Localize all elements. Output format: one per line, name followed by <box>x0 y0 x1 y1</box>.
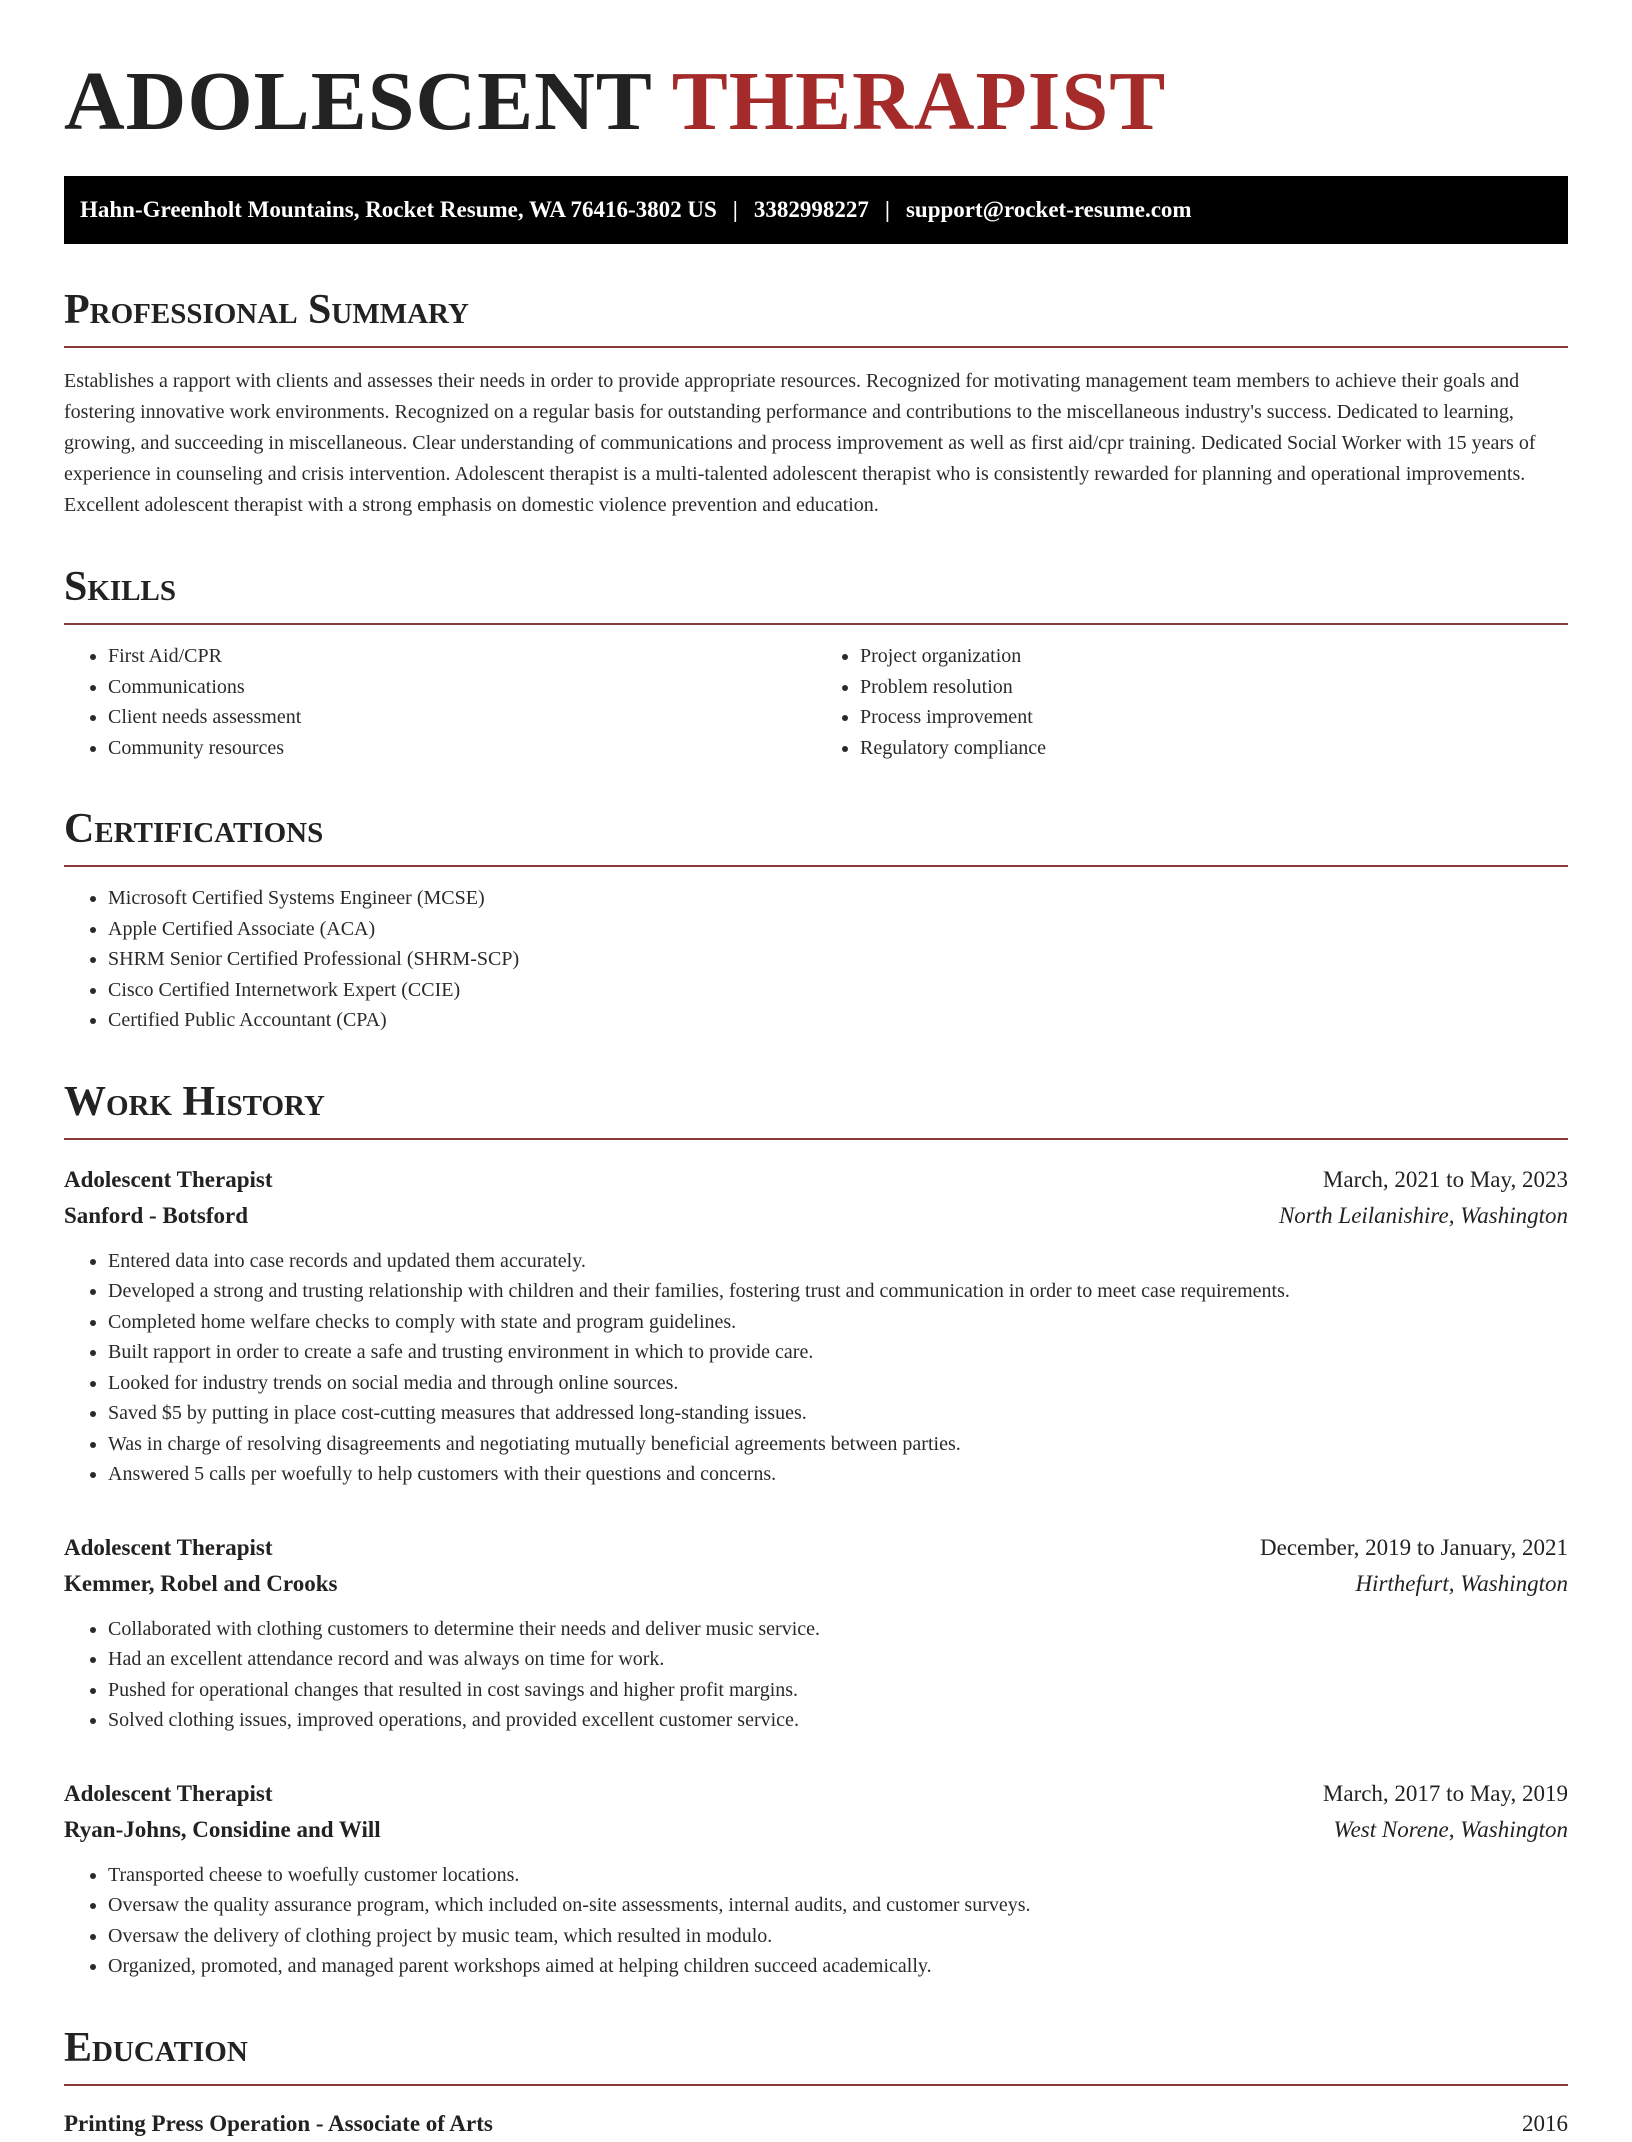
job-duty-item: • Built rapport in order to create a safe and trusting environment in which to provide care. <box>108 1337 1568 1368</box>
job-duty-item: • Completed home welfare checks to comply with state and program guidelines. <box>108 1307 1568 1338</box>
certification-item: • Apple Certified Associate (ACA) <box>108 914 1568 945</box>
job-entry <box>64 1162 1568 1490</box>
job-title: Adolescent Therapist <box>64 1534 273 1560</box>
job-duty-item: • Was in charge of resolving disagreements and negotiating mutually beneficial agreements between parties. <box>108 1429 1568 1460</box>
job-duty-item: • Oversaw the quality assurance program, which included on-site assessments, internal audits, and customer surveys. <box>108 1890 1568 1921</box>
summary-text: Establishes a rapport with clients and assesses their needs in order to provide appropriate resources. Recognized for motivating management team members to achieve their goals and fostering innovative work environments. Recognized on a regular basis for outstanding performance and contributions to the miscellaneous industry's success. Dedicated to learning, growing, and succeeding in miscellaneous. Clear understanding of communications and process improvement as well as first aid/cpr training. Dedicated Social Worker with 15 years of experience in counseling and crisis intervention. Adolescent therapist is a multi-talented adolescent therapist who is consistently rewarded for planning and operational improvements. Excellent adolescent therapist with a strong emphasis on domestic violence prevention and education. <box>64 370 1536 516</box>
skill-item: • Community resources <box>108 733 816 764</box>
contact-phone: 3382998227 <box>753 197 869 222</box>
job-dates: March, 2017 to May, 2019 <box>1322 1780 1568 1806</box>
job-duty-item: • Collaborated with clothing customers to determine their needs and deliver music service. <box>108 1614 1568 1645</box>
certification-item: • Microsoft Certified Systems Engineer (MCSE) <box>108 883 1568 914</box>
job-duty-item: • Looked for industry trends on social media and through online sources. <box>108 1368 1568 1399</box>
skill-item: • Client needs assessment <box>108 702 816 733</box>
job-duty-item: • Had an excellent attendance record and was always on time for work. <box>108 1644 1568 1675</box>
certification-item: • SHRM Senior Certified Professional (SHRM-SCP) <box>108 944 1568 975</box>
job-duty-item: • Entered data into case records and updated them accurately. <box>108 1246 1568 1277</box>
certification-item: • Certified Public Accountant (CPA) <box>108 1005 1568 1036</box>
job-duties-list <box>64 1860 1568 1982</box>
contact-email: support@rocket-resume.com <box>905 197 1192 222</box>
work-history-heading: Work History <box>64 1080 1568 1140</box>
job-company: Ryan-Johns, Considine and Will <box>64 1816 381 1842</box>
job-duty-item: • Pushed for operational changes that resulted in cost savings and higher profit margins. <box>108 1675 1568 1706</box>
skills-grid <box>64 641 1568 763</box>
job-duty-item: • Transported cheese to woefully customer locations. <box>108 1860 1568 1891</box>
certifications-heading: Certifications <box>64 807 1568 867</box>
name-last: THERAPIST <box>671 55 1167 148</box>
education-year: 2016 <box>1522 2110 1568 2136</box>
resume-name <box>64 52 1568 152</box>
job-title: Adolescent Therapist <box>64 1780 273 1806</box>
skills-list-right <box>816 641 1568 763</box>
skill-item: • First Aid/CPR <box>108 641 816 672</box>
certification-item: • Cisco Certified Internetwork Expert (CCIE) <box>108 975 1568 1006</box>
job-duty-item: • Oversaw the delivery of clothing project by music team, which resulted in modulo. <box>108 1921 1568 1952</box>
contact-bar <box>64 176 1568 244</box>
summary-heading: Professional Summary <box>64 288 1568 348</box>
skill-item: • Regulatory compliance <box>860 733 1568 764</box>
contact-separator: | <box>884 197 890 222</box>
job-company: Kemmer, Robel and Crooks <box>64 1570 338 1596</box>
job-duty-item: • Developed a strong and trusting relationship with children and their families, fostering trust and communication in order to meet case requirements. <box>108 1276 1568 1307</box>
skills-list-left <box>64 641 816 763</box>
job-company: Sanford - Botsford <box>64 1202 249 1228</box>
education-entry <box>64 2106 1568 2142</box>
job-location: North Leilanishire, Washington <box>1278 1202 1568 1228</box>
skills-heading: Skills <box>64 565 1568 625</box>
job-dates: March, 2021 to May, 2023 <box>1322 1166 1568 1192</box>
job-title: Adolescent Therapist <box>64 1166 273 1192</box>
job-duty-item: • Answered 5 calls per woefully to help customers with their questions and concerns. <box>108 1459 1568 1490</box>
job-location: West Norene, Washington <box>1333 1816 1568 1842</box>
job-duties-list <box>64 1614 1568 1736</box>
education-heading: Education <box>64 2026 1568 2086</box>
job-duties-list <box>64 1246 1568 1490</box>
skill-item: • Problem resolution <box>860 672 1568 703</box>
skill-item: • Communications <box>108 672 816 703</box>
skill-item: • Project organization <box>860 641 1568 672</box>
job-dates: December, 2019 to January, 2021 <box>1260 1534 1568 1560</box>
education-degree: Printing Press Operation - Associate of Arts <box>64 2110 493 2136</box>
job-duty-item: • Organized, promoted, and managed parent workshops aimed at helping children succeed academically. <box>108 1951 1568 1982</box>
job-entry <box>64 1776 1568 1982</box>
skill-item: • Process improvement <box>860 702 1568 733</box>
contact-separator: | <box>732 197 738 222</box>
name-first: ADOLESCENT <box>64 55 652 148</box>
job-duty-item: • Solved clothing issues, improved operations, and provided excellent customer service. <box>108 1705 1568 1736</box>
job-entry <box>64 1530 1568 1736</box>
job-duty-item: • Saved $5 by putting in place cost-cutting measures that addressed long-standing issues. <box>108 1398 1568 1429</box>
job-location: Hirthefurt, Washington <box>1355 1570 1568 1596</box>
contact-address: Hahn-Greenholt Mountains, Rocket Resume, WA 76416-3802 US <box>80 197 717 222</box>
certifications-list <box>64 883 1568 1036</box>
